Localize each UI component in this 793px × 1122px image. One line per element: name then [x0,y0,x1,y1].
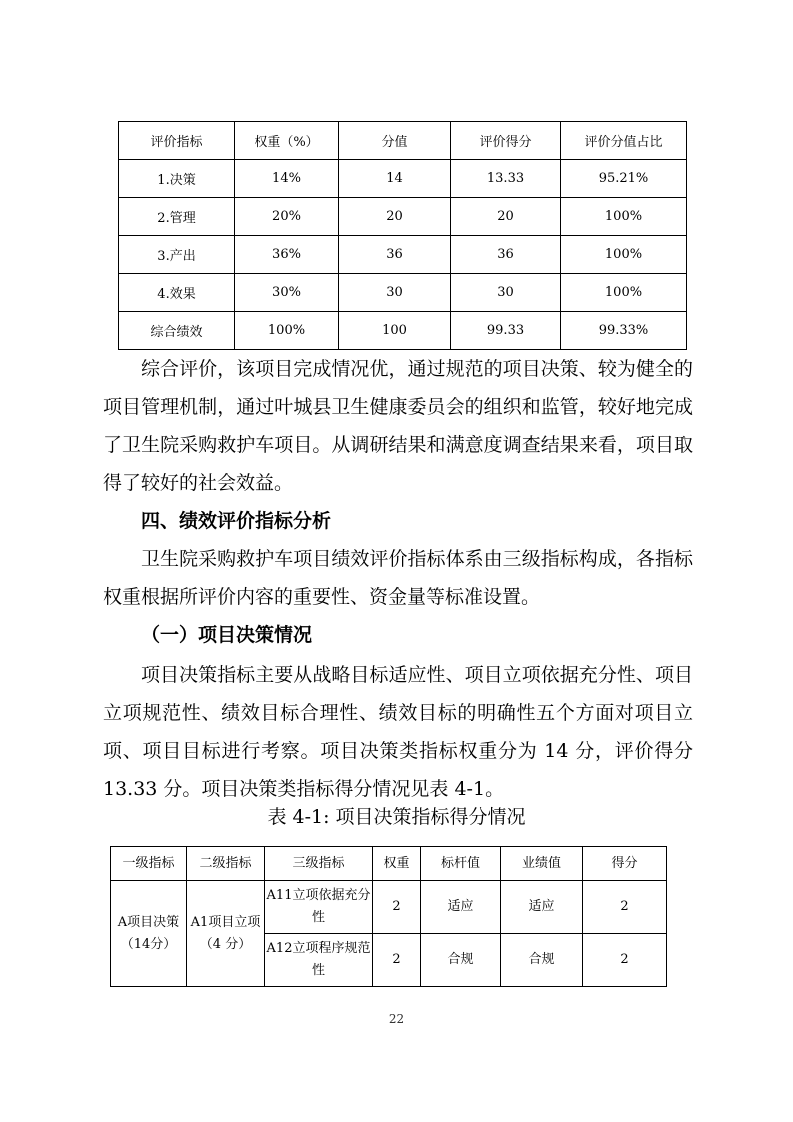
table-cell: 2 [373,934,421,987]
subsection-body-paragraph: 项目决策指标主要从战略目标适应性、项目立项依据充分性、项目立项规范性、绩效目标合理性、绩效目标的明确性五个方面对项目立项、项目目标进行考察。项目决策类指标权重分为 14 分，评价得分13.33 分。项目决策类指标得分情况见表 4-1。 [103,664,693,800]
header-cell: 评价指标 [119,122,235,160]
header-cell: 一级指标 [111,847,187,881]
table-cell: 2.管理 [119,198,235,236]
table-row [119,198,687,236]
table-cell: 13.33 [451,160,561,198]
table-cell: 30 [451,274,561,312]
table-row [119,274,687,312]
table-cell: 3.产出 [119,236,235,274]
header-cell: 二级指标 [187,847,265,881]
table-cell: 100% [561,236,687,274]
table-cell: 36 [451,236,561,274]
level2-indicator-cell: A1项目立项（4 分） [187,881,265,987]
level1-indicator-cell: A项目决策（14分） [111,881,187,987]
table-cell: 100% [561,198,687,236]
table-cell: 合规 [501,934,583,987]
table-cell: 100 [339,312,451,350]
table-cell: A12立项程序规范性 [265,934,373,987]
table-cell: 100% [235,312,339,350]
table-header-row [111,847,667,881]
table-cell: 20 [339,198,451,236]
table-cell: 适应 [501,881,583,934]
subsection-heading: （一）项目决策情况 [141,624,313,646]
table-cell: 14 [339,160,451,198]
table-cell: 2 [583,881,667,934]
table-cell: 适应 [421,881,501,934]
header-cell: 业绩值 [501,847,583,881]
table-row [111,881,667,934]
table-row [119,312,687,350]
table-cell: 2 [583,934,667,987]
table-cell: 14% [235,160,339,198]
table-cell: 1.决策 [119,160,235,198]
table-cell: A11立项依据充分性 [265,881,373,934]
page-number: 22 [388,1012,405,1026]
table-cell: 95.21% [561,160,687,198]
table-cell: 2 [373,881,421,934]
table-caption: 表 4-1: 项目决策指标得分情况 [267,806,526,828]
table-cell: 20% [235,198,339,236]
header-cell: 得分 [583,847,667,881]
table-cell: 99.33 [451,312,561,350]
header-cell: 分值 [339,122,451,160]
table-cell: 36 [339,236,451,274]
table-cell: 100% [561,274,687,312]
table-cell: 20 [451,198,561,236]
table-cell: 综合绩效 [119,312,235,350]
header-cell: 权重（%） [235,122,339,160]
table-cell: 36% [235,236,339,274]
header-cell: 评价得分 [451,122,561,160]
section-body-paragraph: 卫生院采购救护车项目绩效评价指标体系由三级指标构成，各指标权重根据所评价内容的重要性、资金量等标准设置。 [103,548,693,608]
section-heading: 四、绩效评价指标分析 [141,510,332,532]
decision-indicator-table [110,846,667,987]
evaluation-paragraph: 综合评价，该项目完成情况优，通过规范的项目决策、较为健全的项目管理机制，通过叶城县卫生健康委员会的组织和监管，较好地完成了卫生院采购救护车项目。从调研结果和满意度调查结果来看，项目取得了较好的社会效益。 [103,358,693,494]
table-cell: 30 [339,274,451,312]
header-cell: 标杆值 [421,847,501,881]
table-cell: 4.效果 [119,274,235,312]
table-cell: 合规 [421,934,501,987]
table-cell: 30% [235,274,339,312]
table-cell: 99.33% [561,312,687,350]
table-row [119,160,687,198]
header-cell: 三级指标 [265,847,373,881]
table-row [119,236,687,274]
table-header-row [119,122,687,160]
header-cell: 评价分值占比 [561,122,687,160]
summary-score-table [118,121,687,350]
header-cell: 权重 [373,847,421,881]
